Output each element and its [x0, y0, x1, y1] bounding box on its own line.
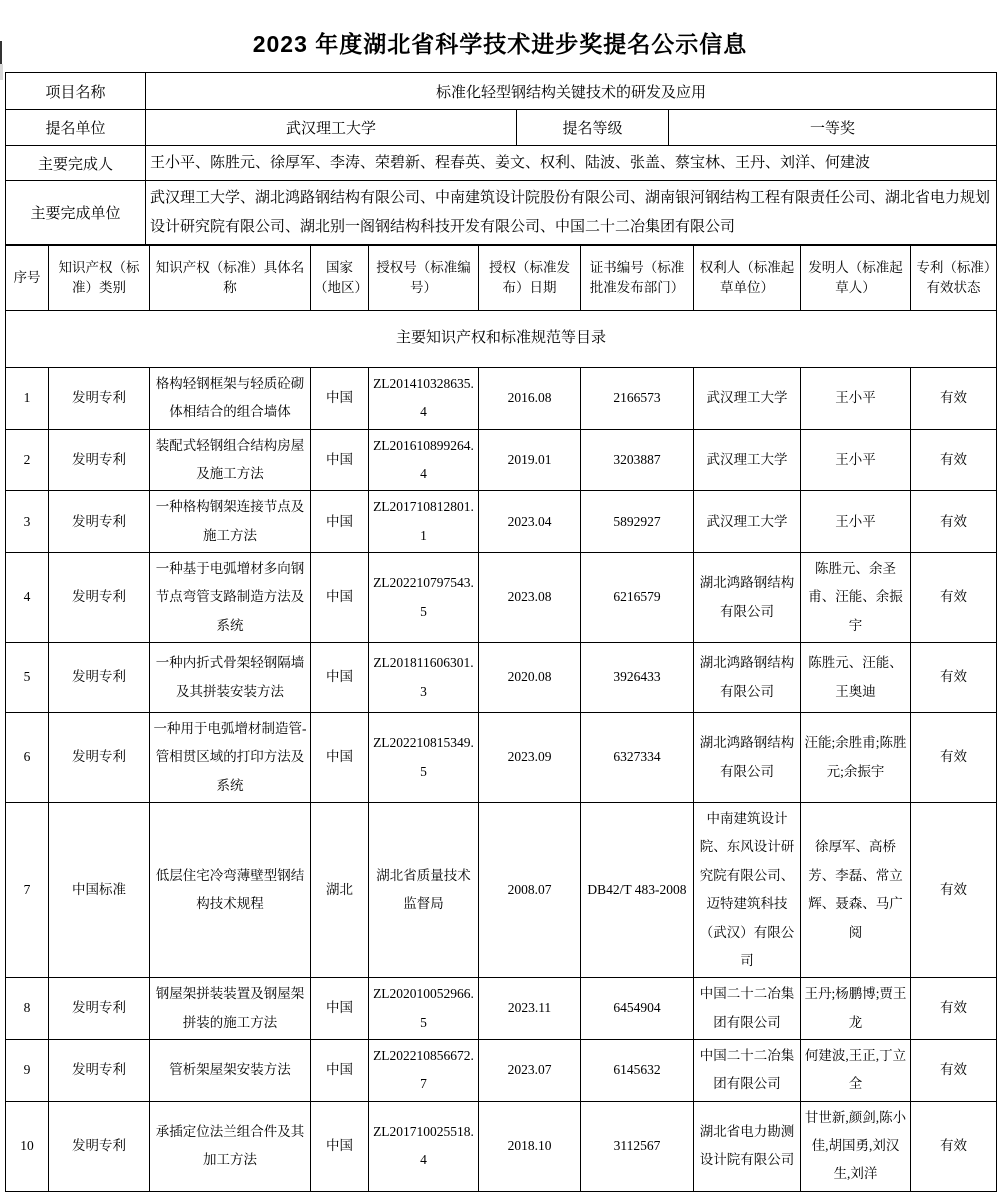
table-cell: 管析架屋架安装方法	[150, 1039, 311, 1101]
table-cell: 湖北省电力勘测设计院有限公司	[694, 1101, 801, 1191]
units-label: 主要完成单位	[6, 181, 146, 245]
table-cell: 中国	[311, 553, 369, 643]
table-cell: 承插定位法兰组合件及其加工方法	[150, 1101, 311, 1191]
table-cell: 2023.04	[479, 491, 581, 553]
table-cell: 2018.10	[479, 1101, 581, 1191]
table-cell: 6327334	[581, 713, 694, 803]
column-header-grant-number: 授权号（标准编号）	[369, 246, 479, 311]
table-cell: 有效	[911, 978, 997, 1040]
column-header-rights-holder: 权利人（标准起草单位）	[694, 246, 801, 311]
table-cell: 一种基于电弧增材多向钢节点弯管支路制造方法及系统	[150, 553, 311, 643]
table-cell: 王小平	[801, 368, 911, 430]
table-cell: 一种格构钢架连接节点及施工方法	[150, 491, 311, 553]
column-header-cert-number: 证书编号（标准批准发布部门）	[581, 246, 694, 311]
table-cell: 3112567	[581, 1101, 694, 1191]
table-cell: 有效	[911, 491, 997, 553]
catalog-table-body	[6, 368, 997, 1192]
table-row	[6, 713, 997, 803]
table-cell: 发明专利	[49, 553, 150, 643]
table-row	[6, 1101, 997, 1191]
table-cell: 发明专利	[49, 643, 150, 713]
table-cell: 湖北省质量技术监督局	[369, 803, 479, 978]
catalog-section-title: 主要知识产权和标准规范等目录	[6, 311, 997, 368]
table-cell: 3926433	[581, 643, 694, 713]
table-cell: 钢屋架拼装装置及钢屋架拼装的施工方法	[150, 978, 311, 1040]
table-cell: 中国	[311, 1039, 369, 1101]
project-name-row	[6, 73, 997, 110]
grade-value: 一等奖	[669, 110, 997, 146]
table-cell: ZL202010052966.5	[369, 978, 479, 1040]
table-cell: 有效	[911, 803, 997, 978]
table-cell: 中国	[311, 978, 369, 1040]
table-row	[6, 553, 997, 643]
table-cell: 王小平	[801, 429, 911, 491]
table-cell: 有效	[911, 713, 997, 803]
table-cell: 有效	[911, 1039, 997, 1101]
table-cell: 武汉理工大学	[694, 368, 801, 430]
table-cell: 中国二十二冶集团有限公司	[694, 978, 801, 1040]
table-cell: 发明专利	[49, 713, 150, 803]
table-cell: 湖北鸿路钢结构有限公司	[694, 713, 801, 803]
table-cell: 湖北鸿路钢结构有限公司	[694, 643, 801, 713]
table-cell: 中国	[311, 491, 369, 553]
table-cell: 2016.08	[479, 368, 581, 430]
table-cell: 陈胜元、余圣甫、汪能、余振宇	[801, 553, 911, 643]
table-cell: ZL202210797543.5	[369, 553, 479, 643]
catalog-table-header	[6, 246, 997, 311]
table-cell: 有效	[911, 553, 997, 643]
table-row	[6, 368, 997, 430]
project-name-label: 项目名称	[6, 73, 146, 110]
table-cell: 一种用于电弧增材制造管-管相贯区域的打印方法及系统	[150, 713, 311, 803]
table-row	[6, 803, 997, 978]
table-cell: 格构轻钢框架与轻质砼砌体相结合的组合墙体	[150, 368, 311, 430]
table-cell: 发明专利	[49, 1101, 150, 1191]
table-cell: 王小平	[801, 491, 911, 553]
table-cell: 2023.11	[479, 978, 581, 1040]
table-cell: 5	[6, 643, 49, 713]
table-cell: 一种内折式骨架轻钢隔墙及其拼装安装方法	[150, 643, 311, 713]
table-cell: 中南建筑设计院、东风设计研究院有限公司、迈特建筑科技（武汉）有限公司	[694, 803, 801, 978]
table-cell: 3	[6, 491, 49, 553]
table-row	[6, 429, 997, 491]
table-cell: 6145632	[581, 1039, 694, 1101]
table-cell: 2023.09	[479, 713, 581, 803]
column-header-ip-category: 知识产权（标准）类别	[49, 246, 150, 311]
completers-row	[6, 146, 997, 181]
table-row	[6, 491, 997, 553]
table-cell: 中国二十二冶集团有限公司	[694, 1039, 801, 1101]
table-cell: 发明专利	[49, 978, 150, 1040]
table-cell: 发明专利	[49, 368, 150, 430]
table-cell: 有效	[911, 1101, 997, 1191]
table-cell: 中国	[311, 1101, 369, 1191]
table-cell: 中国	[311, 368, 369, 430]
table-cell: ZL202210856672.7	[369, 1039, 479, 1101]
table-cell: 中国	[311, 713, 369, 803]
table-cell: 汪能;余胜甫;陈胜元;余振宇	[801, 713, 911, 803]
table-cell: ZL201811606301.3	[369, 643, 479, 713]
table-cell: 4	[6, 553, 49, 643]
completers-label: 主要完成人	[6, 146, 146, 181]
table-cell: 发明专利	[49, 429, 150, 491]
table-cell: 2	[6, 429, 49, 491]
table-cell: 王丹;杨鹏博;贾王龙	[801, 978, 911, 1040]
page-edge-artifact	[0, 41, 2, 64]
catalog-section-title-row	[6, 311, 997, 368]
column-header-ip-name: 知识产权（标准）具体名称	[150, 246, 311, 311]
table-cell: 湖北鸿路钢结构有限公司	[694, 553, 801, 643]
project-name-value: 标准化轻型钢结构关键技术的研发及应用	[146, 73, 997, 110]
table-row	[6, 978, 997, 1040]
table-row	[6, 643, 997, 713]
table-cell: ZL201710025518.4	[369, 1101, 479, 1191]
page-edge-artifact-light	[0, 64, 3, 80]
table-cell: ZL201710812801.1	[369, 491, 479, 553]
table-cell: 2166573	[581, 368, 694, 430]
document-body	[5, 72, 996, 1192]
units-value: 武汉理工大学、湖北鸿路钢结构有限公司、中南建筑设计院股份有限公司、湖南银河钢结构工程有限责任公司、湖北省电力规划设计研究院有限公司、湖北别一阁钢结构科技开发有限公司、中国二十二冶集团有限公司	[146, 181, 997, 245]
grade-label: 提名等级	[517, 110, 669, 146]
table-cell: 有效	[911, 368, 997, 430]
table-cell: 2020.08	[479, 643, 581, 713]
page-title: 2023 年度湖北省科学技术进步奖提名公示信息	[252, 31, 748, 57]
nominator-value: 武汉理工大学	[146, 110, 517, 146]
header-row	[6, 246, 997, 311]
nominator-label: 提名单位	[6, 110, 146, 146]
table-cell: 徐厚军、高桥芳、李磊、常立辉、聂森、马广阅	[801, 803, 911, 978]
table-cell: 甘世新,颜剑,陈小佳,胡国勇,刘汉生,刘洋	[801, 1101, 911, 1191]
table-cell: 陈胜元、汪能、王奥迪	[801, 643, 911, 713]
table-cell: 发明专利	[49, 491, 150, 553]
table-cell: 中国	[311, 429, 369, 491]
table-cell: 9	[6, 1039, 49, 1101]
table-cell: 8	[6, 978, 49, 1040]
table-cell: 装配式轻钢组合结构房屋及施工方法	[150, 429, 311, 491]
table-cell: 武汉理工大学	[694, 429, 801, 491]
table-cell: 10	[6, 1101, 49, 1191]
table-cell: 2023.08	[479, 553, 581, 643]
table-cell: 6216579	[581, 553, 694, 643]
completers-value: 王小平、陈胜元、徐厚军、李涛、荣碧新、程春英、姜文、权利、陆波、张盖、蔡宝林、王丹、刘洋、何建波	[146, 146, 997, 181]
table-cell: 有效	[911, 429, 997, 491]
table-cell: 中国标准	[49, 803, 150, 978]
table-cell: 1	[6, 368, 49, 430]
table-row	[6, 1039, 997, 1101]
table-cell: 武汉理工大学	[694, 491, 801, 553]
table-cell: 何建波,王正,丁立全	[801, 1039, 911, 1101]
table-cell: 发明专利	[49, 1039, 150, 1101]
column-header-country: 国家（地区）	[311, 246, 369, 311]
table-cell: 3203887	[581, 429, 694, 491]
nominator-row	[6, 110, 997, 146]
table-cell: ZL201410328635.4	[369, 368, 479, 430]
column-header-inventor: 发明人（标准起草人）	[801, 246, 911, 311]
column-header-status: 专利（标准）有效状态	[911, 246, 997, 311]
table-cell: 7	[6, 803, 49, 978]
units-row	[6, 181, 997, 245]
table-cell: 2008.07	[479, 803, 581, 978]
table-cell: 低层住宅冷弯薄壁型钢结构技术规程	[150, 803, 311, 978]
table-cell: 2019.01	[479, 429, 581, 491]
table-cell: 6	[6, 713, 49, 803]
table-cell: 湖北	[311, 803, 369, 978]
project-info-table	[5, 72, 997, 245]
table-cell: 有效	[911, 643, 997, 713]
table-cell: ZL202210815349.5	[369, 713, 479, 803]
ip-catalog-table	[5, 245, 997, 1192]
table-cell: 6454904	[581, 978, 694, 1040]
table-cell: 2023.07	[479, 1039, 581, 1101]
column-header-grant-date: 授权（标准发布）日期	[479, 246, 581, 311]
table-cell: 5892927	[581, 491, 694, 553]
column-header-index: 序号	[6, 246, 49, 311]
table-cell: 中国	[311, 643, 369, 713]
table-cell: DB42/T 483-2008	[581, 803, 694, 978]
table-cell: ZL201610899264.4	[369, 429, 479, 491]
